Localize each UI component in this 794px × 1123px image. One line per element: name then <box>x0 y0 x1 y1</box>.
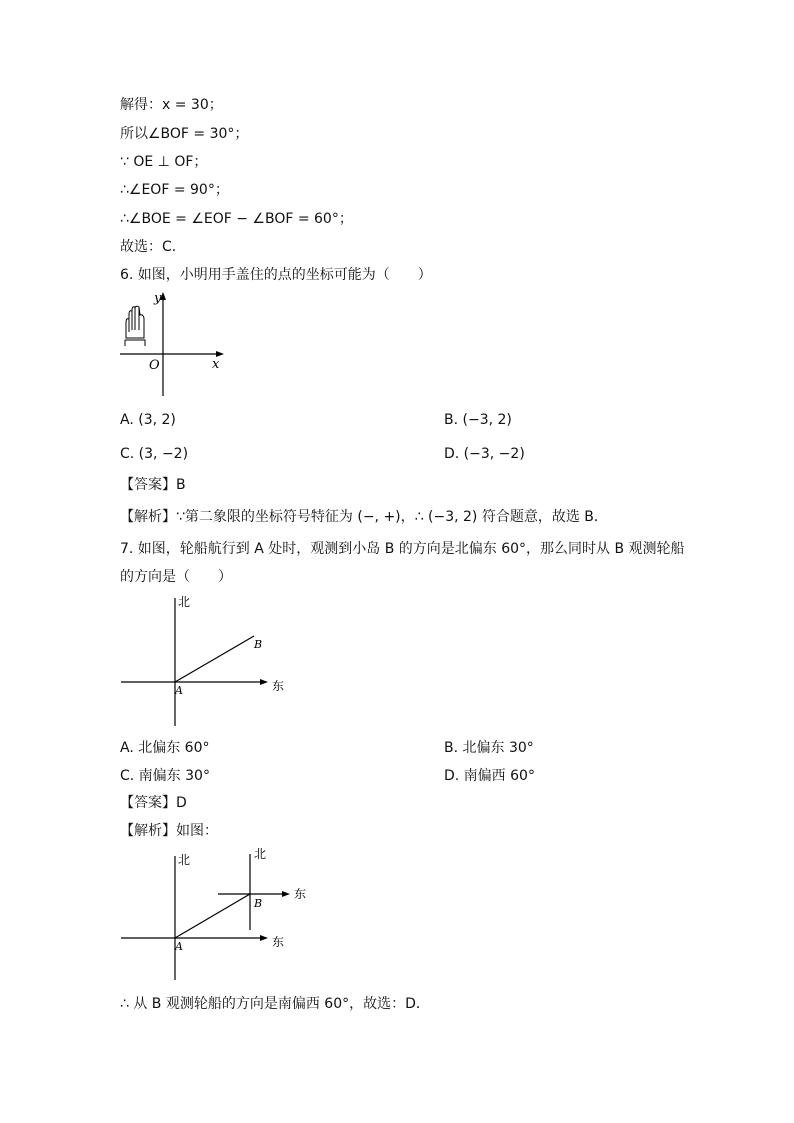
q7-east-arrow-icon <box>260 679 268 685</box>
q6-option-a: A. (3, 2) <box>120 412 176 428</box>
q7-stem-line-1: 7. 如图，轮船航行到 A 处时，观测到小岛 B 的方向是北偏东 60°，那么同时从 B 观测轮船 <box>120 541 685 557</box>
q7-east-label: 东 <box>272 679 285 693</box>
q6-x-label: x <box>212 357 220 372</box>
solution-line-3: ∵ OE ⊥ OF； <box>120 154 208 170</box>
solution-line-1: 解得：x = 30； <box>120 97 223 113</box>
q7-point-a: A <box>175 684 183 697</box>
q7-option-b: B. 北偏东 30° <box>444 740 534 756</box>
q6-option-b: B. (−3, 2) <box>444 412 512 428</box>
q7b-east-b-label: 东 <box>294 887 307 901</box>
q7-point-b: B <box>254 638 263 651</box>
q6-stem: 6. 如图，小明用手盖住的点的坐标可能为（ ） <box>120 267 432 283</box>
solution-line-5: ∴∠BOE = ∠EOF − ∠BOF = 60°； <box>120 211 353 227</box>
q6-option-c: C. (3, −2) <box>120 446 189 462</box>
solution-line-2: 所以∠BOF = 30°； <box>120 126 249 142</box>
q6-coordinate-figure <box>116 288 228 398</box>
q6-origin-label: O <box>149 358 160 373</box>
q7b-point-a: A <box>175 940 183 953</box>
q7b-point-b: B <box>254 897 263 910</box>
q7-north-label: 北 <box>178 595 191 609</box>
solution-line-6: 故选：C． <box>120 239 186 255</box>
q7-option-d: D. 南偏西 60° <box>444 768 535 784</box>
q7b-ab-line <box>175 894 250 938</box>
hand-icon <box>125 306 145 346</box>
q7-option-a: A. 北偏东 60° <box>120 740 210 756</box>
q7-analysis-figure <box>118 846 314 984</box>
q7b-a-east-arrow-icon <box>260 935 268 941</box>
q7b-north-a-label: 北 <box>178 853 191 867</box>
q6-option-d: D. (−3, −2) <box>444 446 525 462</box>
solution-line-4: ∴∠EOF = 90°； <box>120 182 229 198</box>
q7-direction-figure <box>118 592 294 730</box>
q7-conclusion: ∴ 从 B 观测轮船的方向是南偏西 60°，故选：D． <box>120 996 430 1012</box>
q7-answer: 【答案】D <box>120 795 187 811</box>
q7b-b-east-arrow-icon <box>282 891 290 897</box>
q6-analysis: 【解析】∵第二象限的坐标符号特征为 (−, +)，∴ (−3, 2) 符合题意，故选 B． <box>120 509 608 525</box>
q7-stem-line-2: 的方向是（ ） <box>120 569 232 585</box>
q7b-north-b-label: 北 <box>254 847 267 861</box>
q7-option-c: C. 南偏东 30° <box>120 768 210 784</box>
q6-y-label: y <box>154 291 162 306</box>
q7b-east-a-label: 东 <box>272 935 285 949</box>
q7-ab-line <box>175 636 254 682</box>
q7-analysis-intro: 【解析】如图： <box>120 823 218 839</box>
q6-answer: 【答案】B <box>120 477 186 493</box>
